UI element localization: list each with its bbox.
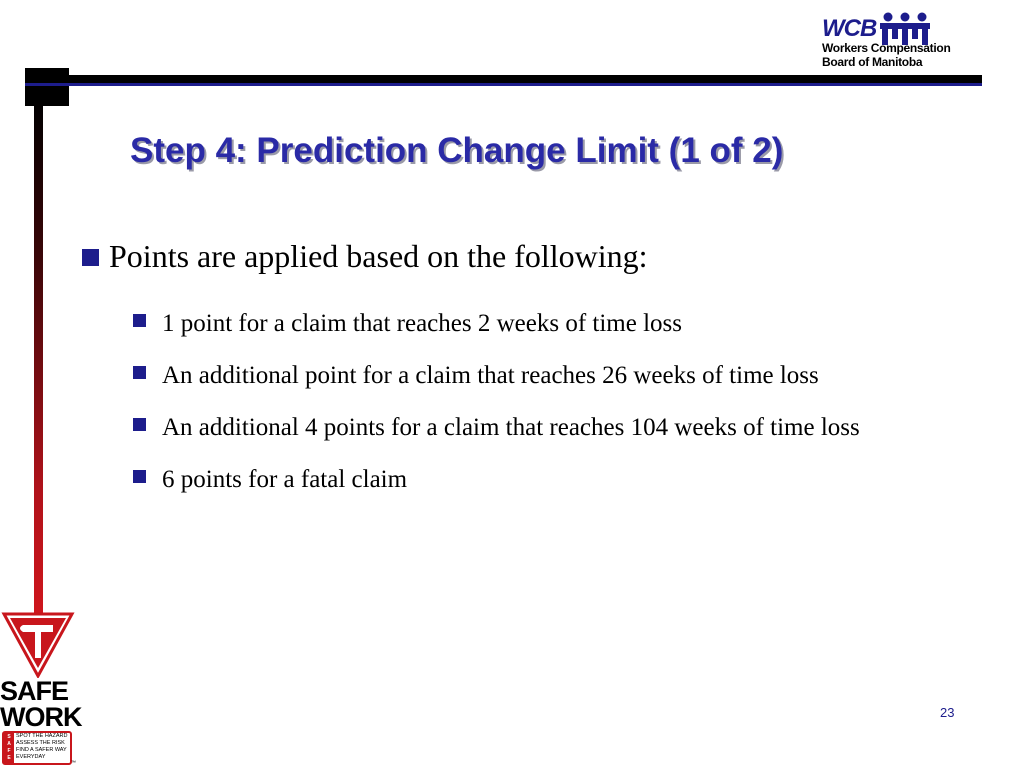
page-number: 23 <box>940 705 955 720</box>
safework-work: WORK <box>0 702 82 732</box>
sub-bullet-item <box>133 305 1003 343</box>
slide-title: Step 4: Prediction Change Limit (1 of 2) <box>130 131 784 170</box>
tagline-line: EVERYDAY <box>16 754 46 760</box>
square-bullet-icon <box>133 418 146 431</box>
safework-safe: SAFE <box>0 676 69 706</box>
acronym-letter: S <box>7 734 11 740</box>
safework-tagline <box>14 733 67 763</box>
safework-tagline-box <box>2 731 72 765</box>
wcb-org-line-1: Workers Compensation <box>822 41 951 55</box>
sub-bullet-text: 6 points for a fatal claim <box>162 466 408 493</box>
trademark-mark: ™ <box>71 760 76 766</box>
left-rule <box>34 100 43 620</box>
hammer-triangle-icon <box>1 612 75 678</box>
sub-bullet-list <box>133 305 1003 513</box>
sub-bullet-text: An additional 4 points for a claim that reaches 104 weeks of time loss <box>162 414 860 441</box>
wcb-org-name <box>822 41 950 69</box>
acronym-letter: F <box>7 748 11 754</box>
main-bullet-text: Points are applied based on the following: <box>109 238 648 274</box>
wcb-logo <box>820 8 990 72</box>
tagline-line: ASSESS THE RISK <box>16 740 65 746</box>
tagline-line: SPOT THE HAZARD <box>16 733 68 739</box>
top-rule <box>25 75 982 86</box>
square-bullet-icon <box>133 470 146 483</box>
wcb-org-line-2: Board of Manitoba <box>822 55 923 69</box>
safework-logo <box>0 612 80 768</box>
sub-bullet-item <box>133 409 1003 447</box>
square-bullet-icon <box>82 249 99 266</box>
sub-bullet-item <box>133 357 1003 395</box>
square-bullet-icon <box>133 314 146 327</box>
tagline-line: FIND A SAFER WAY <box>16 747 67 753</box>
square-bullet-icon <box>133 366 146 379</box>
acronym-letter: A <box>7 741 11 747</box>
sub-bullet-text: An additional point for a claim that reaches 26 weeks of time loss <box>162 362 819 389</box>
acronym-letter: E <box>7 755 11 761</box>
sub-bullet-item <box>133 461 1003 499</box>
corner-block <box>25 68 69 106</box>
safework-acronym <box>4 733 14 763</box>
main-bullet <box>82 236 648 276</box>
sub-bullet-text: 1 point for a claim that reaches 2 weeks of time loss <box>162 310 682 337</box>
wcb-letters: WCB <box>822 15 877 42</box>
